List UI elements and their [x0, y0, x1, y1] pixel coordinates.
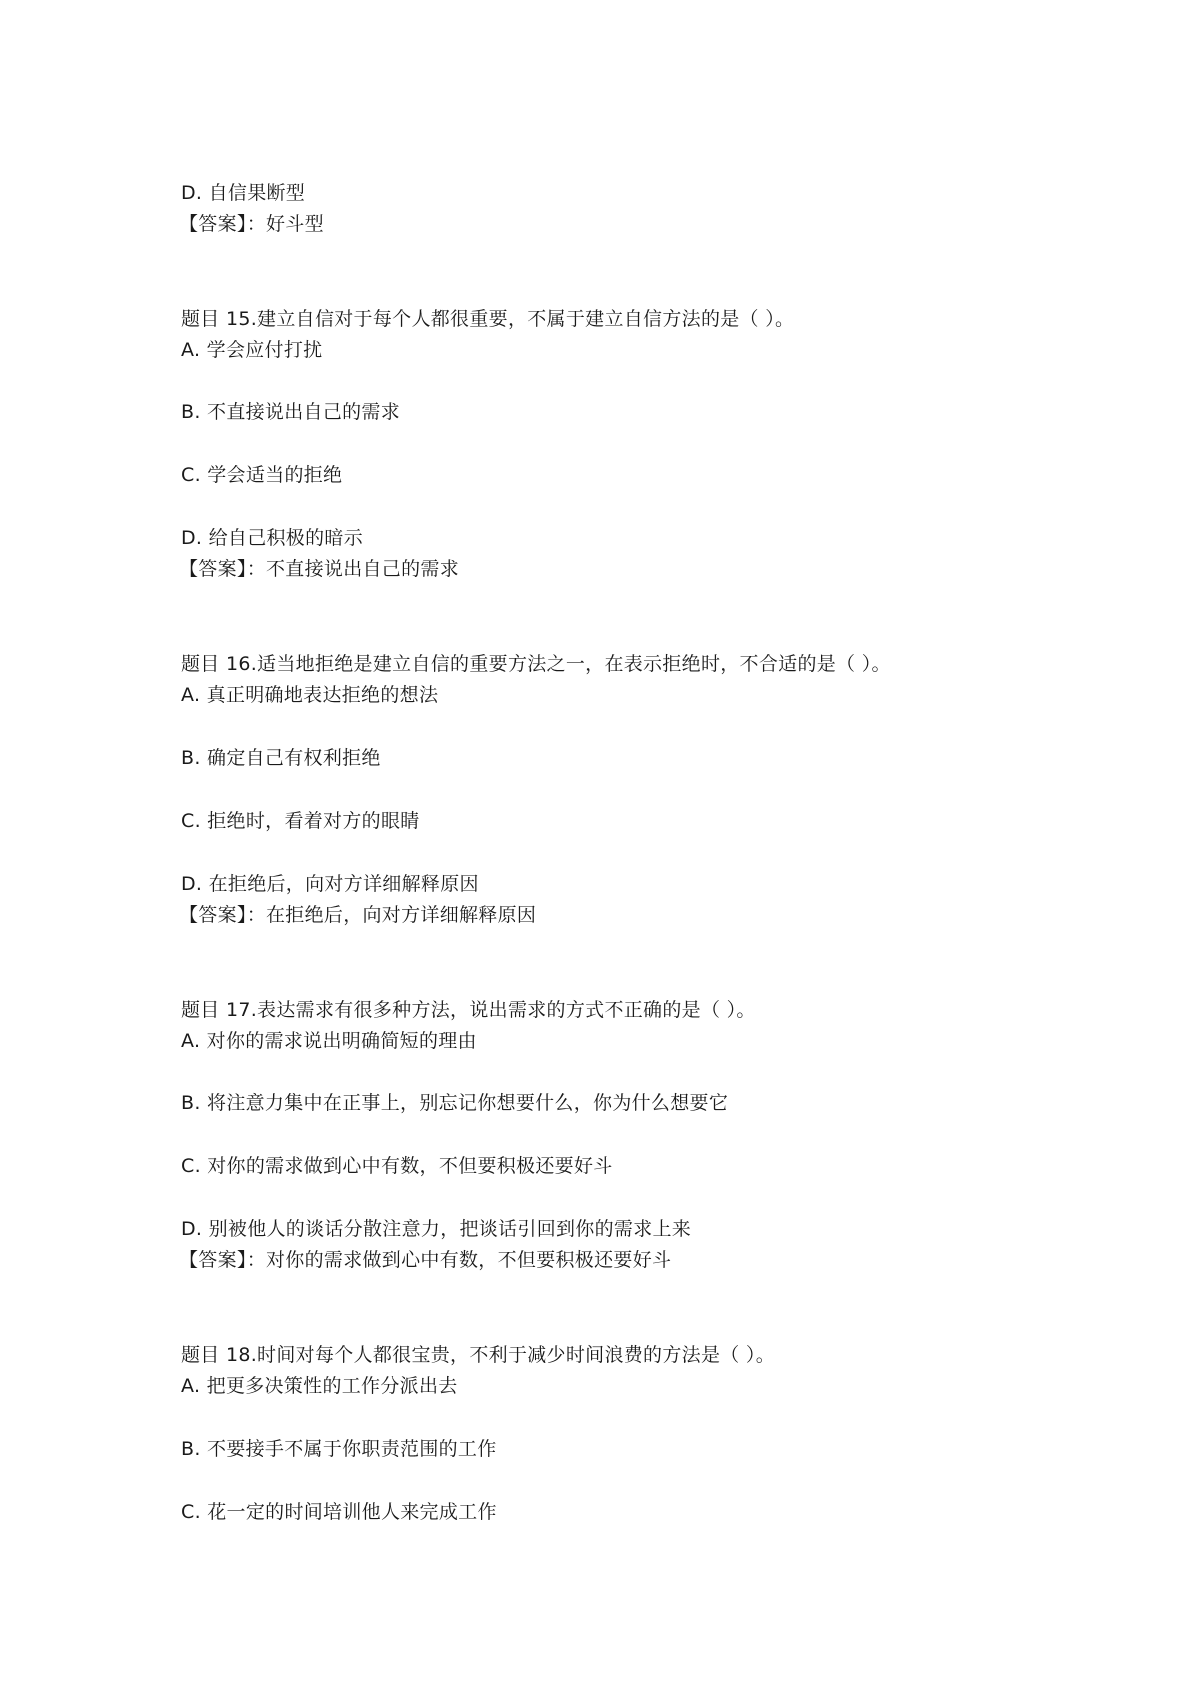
option-d: D. 别被他人的谈话分散注意力，把谈话引回到你的需求上来: [181, 1218, 692, 1240]
answer-text: 【答案】：在拒绝后，向对方详细解释原因: [179, 904, 537, 926]
option-a: A. 对你的需求说出明确简短的理由: [181, 1030, 477, 1052]
option-c: C. 花一定的时间培训他人来完成工作: [181, 1501, 497, 1523]
option-d: D. 自信果断型: [181, 182, 306, 204]
question-16-title: 题目 16.适当地拒绝是建立自信的重要方法之一，在表示拒绝时，不合适的是（ ）。: [181, 653, 891, 675]
option-b: B. 将注意力集中在正事上，别忘记你想要什么，你为什么想要它: [181, 1092, 729, 1114]
answer-text: 【答案】：不直接说出自己的需求: [179, 558, 460, 580]
option-b: B. 不要接手不属于你职责范围的工作: [181, 1438, 497, 1460]
option-a: A. 把更多决策性的工作分派出去: [181, 1375, 458, 1397]
option-b: B. 确定自己有权利拒绝: [181, 747, 381, 769]
option-d: D. 给自己积极的暗示: [181, 527, 364, 549]
option-a: A. 真正明确地表达拒绝的想法: [181, 684, 439, 706]
question-15-title: 题目 15.建立自信对于每个人都很重要，不属于建立自信方法的是（ ）。: [181, 308, 795, 330]
option-c: C. 对你的需求做到心中有数，不但要积极还要好斗: [181, 1155, 613, 1177]
option-d: D. 在拒绝后，向对方详细解释原因: [181, 873, 479, 895]
option-b: B. 不直接说出自己的需求: [181, 401, 401, 423]
question-17-title: 题目 17.表达需求有很多种方法，说出需求的方式不正确的是（ ）。: [181, 999, 756, 1021]
option-a: A. 学会应付打扰: [181, 339, 323, 361]
option-c: C. 学会适当的拒绝: [181, 464, 343, 486]
answer-text: 【答案】：好斗型: [179, 213, 324, 235]
question-18-title: 题目 18.时间对每个人都很宝贵，不利于减少时间浪费的方法是（ ）。: [181, 1344, 775, 1366]
option-c: C. 拒绝时，看着对方的眼睛: [181, 810, 420, 832]
answer-text: 【答案】：对你的需求做到心中有数，不但要积极还要好斗: [179, 1249, 672, 1271]
